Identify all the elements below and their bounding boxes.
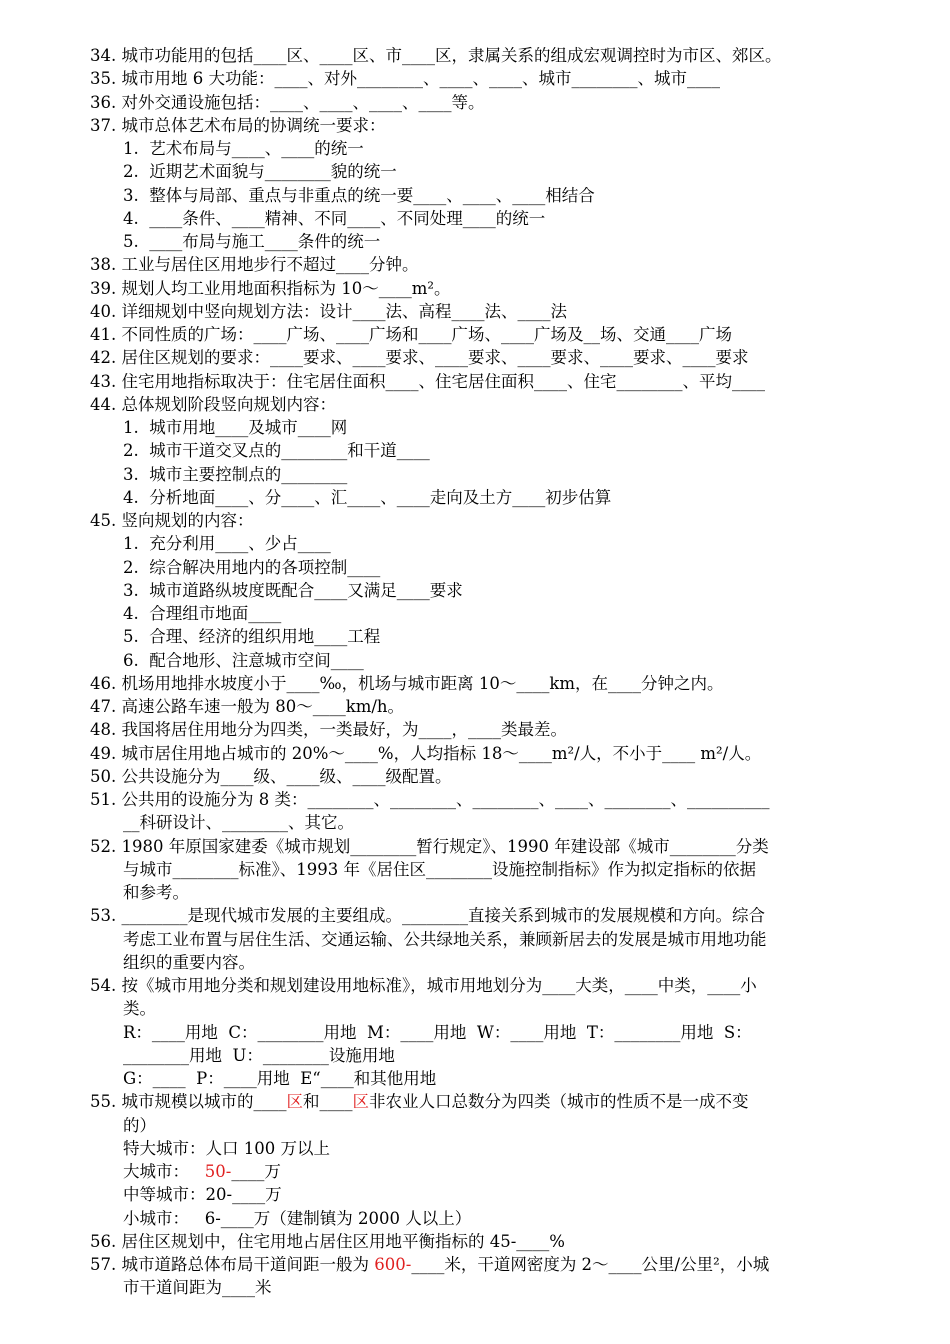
continuation-line: 和参考。 bbox=[123, 883, 189, 902]
sub-item: 6. 配合地形、注意城市空间____ bbox=[123, 650, 364, 670]
city-size-line: 特大城市：人口 100 万以上 bbox=[123, 1138, 330, 1158]
continuation-line: 类。 bbox=[123, 999, 156, 1019]
sub-item: 3. 城市主要控制点的________ bbox=[123, 464, 348, 484]
continuation-line: G：____ P：____用地 E“____和其他用地 bbox=[123, 1069, 437, 1088]
question-44: 44. 总体规划阶段竖向规划内容： bbox=[90, 394, 336, 414]
question-55: 55. 城市规模以城市的____区和____区非农业人口总数分为四类（城市的性质不是一成不变 bbox=[90, 1092, 749, 1112]
document-page bbox=[0, 44, 950, 1300]
sub-item: 4. ____条件、____精神、不同____、不同处理____的统一 bbox=[123, 208, 546, 228]
question-53: 53. ________是现代城市发展的主要组成。________直接关系到城市的发展规模和方向。综合 bbox=[90, 906, 765, 926]
question-48: 48. 我国将居住用地分为四类，一类最好，为____，____类最差。 bbox=[90, 720, 567, 740]
question-52: 52. 1980 年原国家建委《城市规划________暂行规定》、1990 年建设部《城市________分类 bbox=[90, 836, 769, 856]
question-56: 56. 居住区规划中，住宅用地占居住区用地平衡指标的 45-____% bbox=[90, 1231, 565, 1251]
question-41: 41. 不同性质的广场：____广场、____广场和____广场、____广场及__场、交通____广场 bbox=[90, 325, 732, 344]
sub-item: 4. 分析地面____、分____、汇____、____走向及土方____初步估算 bbox=[123, 487, 612, 507]
continuation-line: 市干道间距为____米 bbox=[123, 1278, 272, 1298]
question-47: 47. 高速公路车速一般为 80～____km/h。 bbox=[90, 697, 405, 716]
question-38: 38. 工业与居住区用地步行不超过____分钟。 bbox=[90, 255, 419, 275]
sub-item: 2. 近期艺术面貌与________貌的统一 bbox=[123, 162, 397, 182]
question-54: 54. 按《城市用地分类和规划建设用地标准》，城市用地划分为____大类，____中类，____小 bbox=[90, 976, 757, 995]
question-40: 40. 详细规划中竖向规划方法：设计____法、高程____法、____法 bbox=[90, 301, 567, 321]
question-39: 39. 规划人均工业用地面积指标为 10～____m²。 bbox=[90, 278, 451, 298]
sub-item: 1. 充分利用____、少占____ bbox=[123, 534, 331, 554]
city-size-line: 小城市： 6-____万（建制镇为 2000 人以上） bbox=[123, 1208, 472, 1228]
continuation-line: 的） bbox=[123, 1115, 156, 1135]
question-43: 43. 住宅用地指标取决于：住宅居住面积____、住宅居住面积____、住宅________、平均____ bbox=[90, 371, 765, 391]
question-34: 34. 城市功能用的包括____区、____区、市____区，隶属关系的组成宏观调控时为市区、郊区。 bbox=[90, 46, 782, 65]
sub-item: 2. 城市干道交叉点的________和干道____ bbox=[123, 441, 430, 461]
sub-item: 1. 艺术布局与____、____的统一 bbox=[123, 139, 364, 158]
question-46: 46. 机场用地排水坡度小于____‰，机场与城市距离 10～____km，在____分钟之内。 bbox=[90, 673, 724, 693]
sub-item: 2. 综合解决用地内的各项控制____ bbox=[123, 557, 381, 577]
question-50: 50. 公共设施分为____级、____级、____级配置。 bbox=[90, 766, 452, 786]
question-36: 36. 对外交通设施包括：____、____、____、____等。 bbox=[90, 92, 485, 112]
sub-item: 1. 城市用地____及城市____网 bbox=[123, 418, 348, 437]
sub-item: 5. ____布局与施工____条件的统一 bbox=[123, 232, 381, 251]
city-size-line: 大城市： 50-____万 bbox=[123, 1162, 281, 1181]
sub-item: 4. 合理组市地面____ bbox=[123, 604, 282, 623]
continuation-line: ________用地 U：________设施用地 bbox=[123, 1045, 395, 1065]
continuation-line: 考虑工业布置与居住生活、交通运输、公共绿地关系，兼顾新居去的发展是城市用地功能 bbox=[123, 929, 767, 949]
sub-item: 3. 整体与局部、重点与非重点的统一要____、____、____相结合 bbox=[123, 185, 595, 205]
continuation-line: __科研设计、________、其它。 bbox=[123, 813, 354, 833]
question-49: 49. 城市居住用地占城市的 20%～____%，人均指标 18～____m²/人，不小于____ m²/人。 bbox=[90, 743, 762, 763]
question-45: 45. 竖向规划的内容： bbox=[90, 511, 254, 530]
question-51: 51. 公共用的设施分为 8 类：________、________、________、____、________、__________ bbox=[90, 790, 770, 809]
continuation-line: 组织的重要内容。 bbox=[123, 952, 255, 972]
city-size-line: 中等城市：20-____万 bbox=[123, 1185, 282, 1205]
question-35: 35. 城市用地 6 大功能：____、对外________、____、____、城市________、城市____ bbox=[90, 69, 720, 89]
continuation-line: R：____用地 C：________用地 M：____用地 W：____用地 T：________用地 S： bbox=[123, 1022, 752, 1042]
question-37: 37. 城市总体艺术布局的协调统一要求： bbox=[90, 115, 386, 135]
question-57: 57. 城市道路总体布局干道间距一般为 600-____米，干道网密度为 2～____公里/公里²，小城 bbox=[90, 1255, 770, 1274]
question-42: 42. 居住区规划的要求：____要求、____要求、____要求、____要求、____要求、____要求 bbox=[90, 348, 749, 368]
continuation-line: 与城市________标准》、1993 年《居住区________设施控制指标》作为拟定指标的依据 bbox=[123, 859, 756, 879]
sub-item: 3. 城市道路纵坡度既配合____又满足____要求 bbox=[123, 580, 463, 600]
sub-item: 5. 合理、经济的组织用地____工程 bbox=[123, 627, 381, 647]
